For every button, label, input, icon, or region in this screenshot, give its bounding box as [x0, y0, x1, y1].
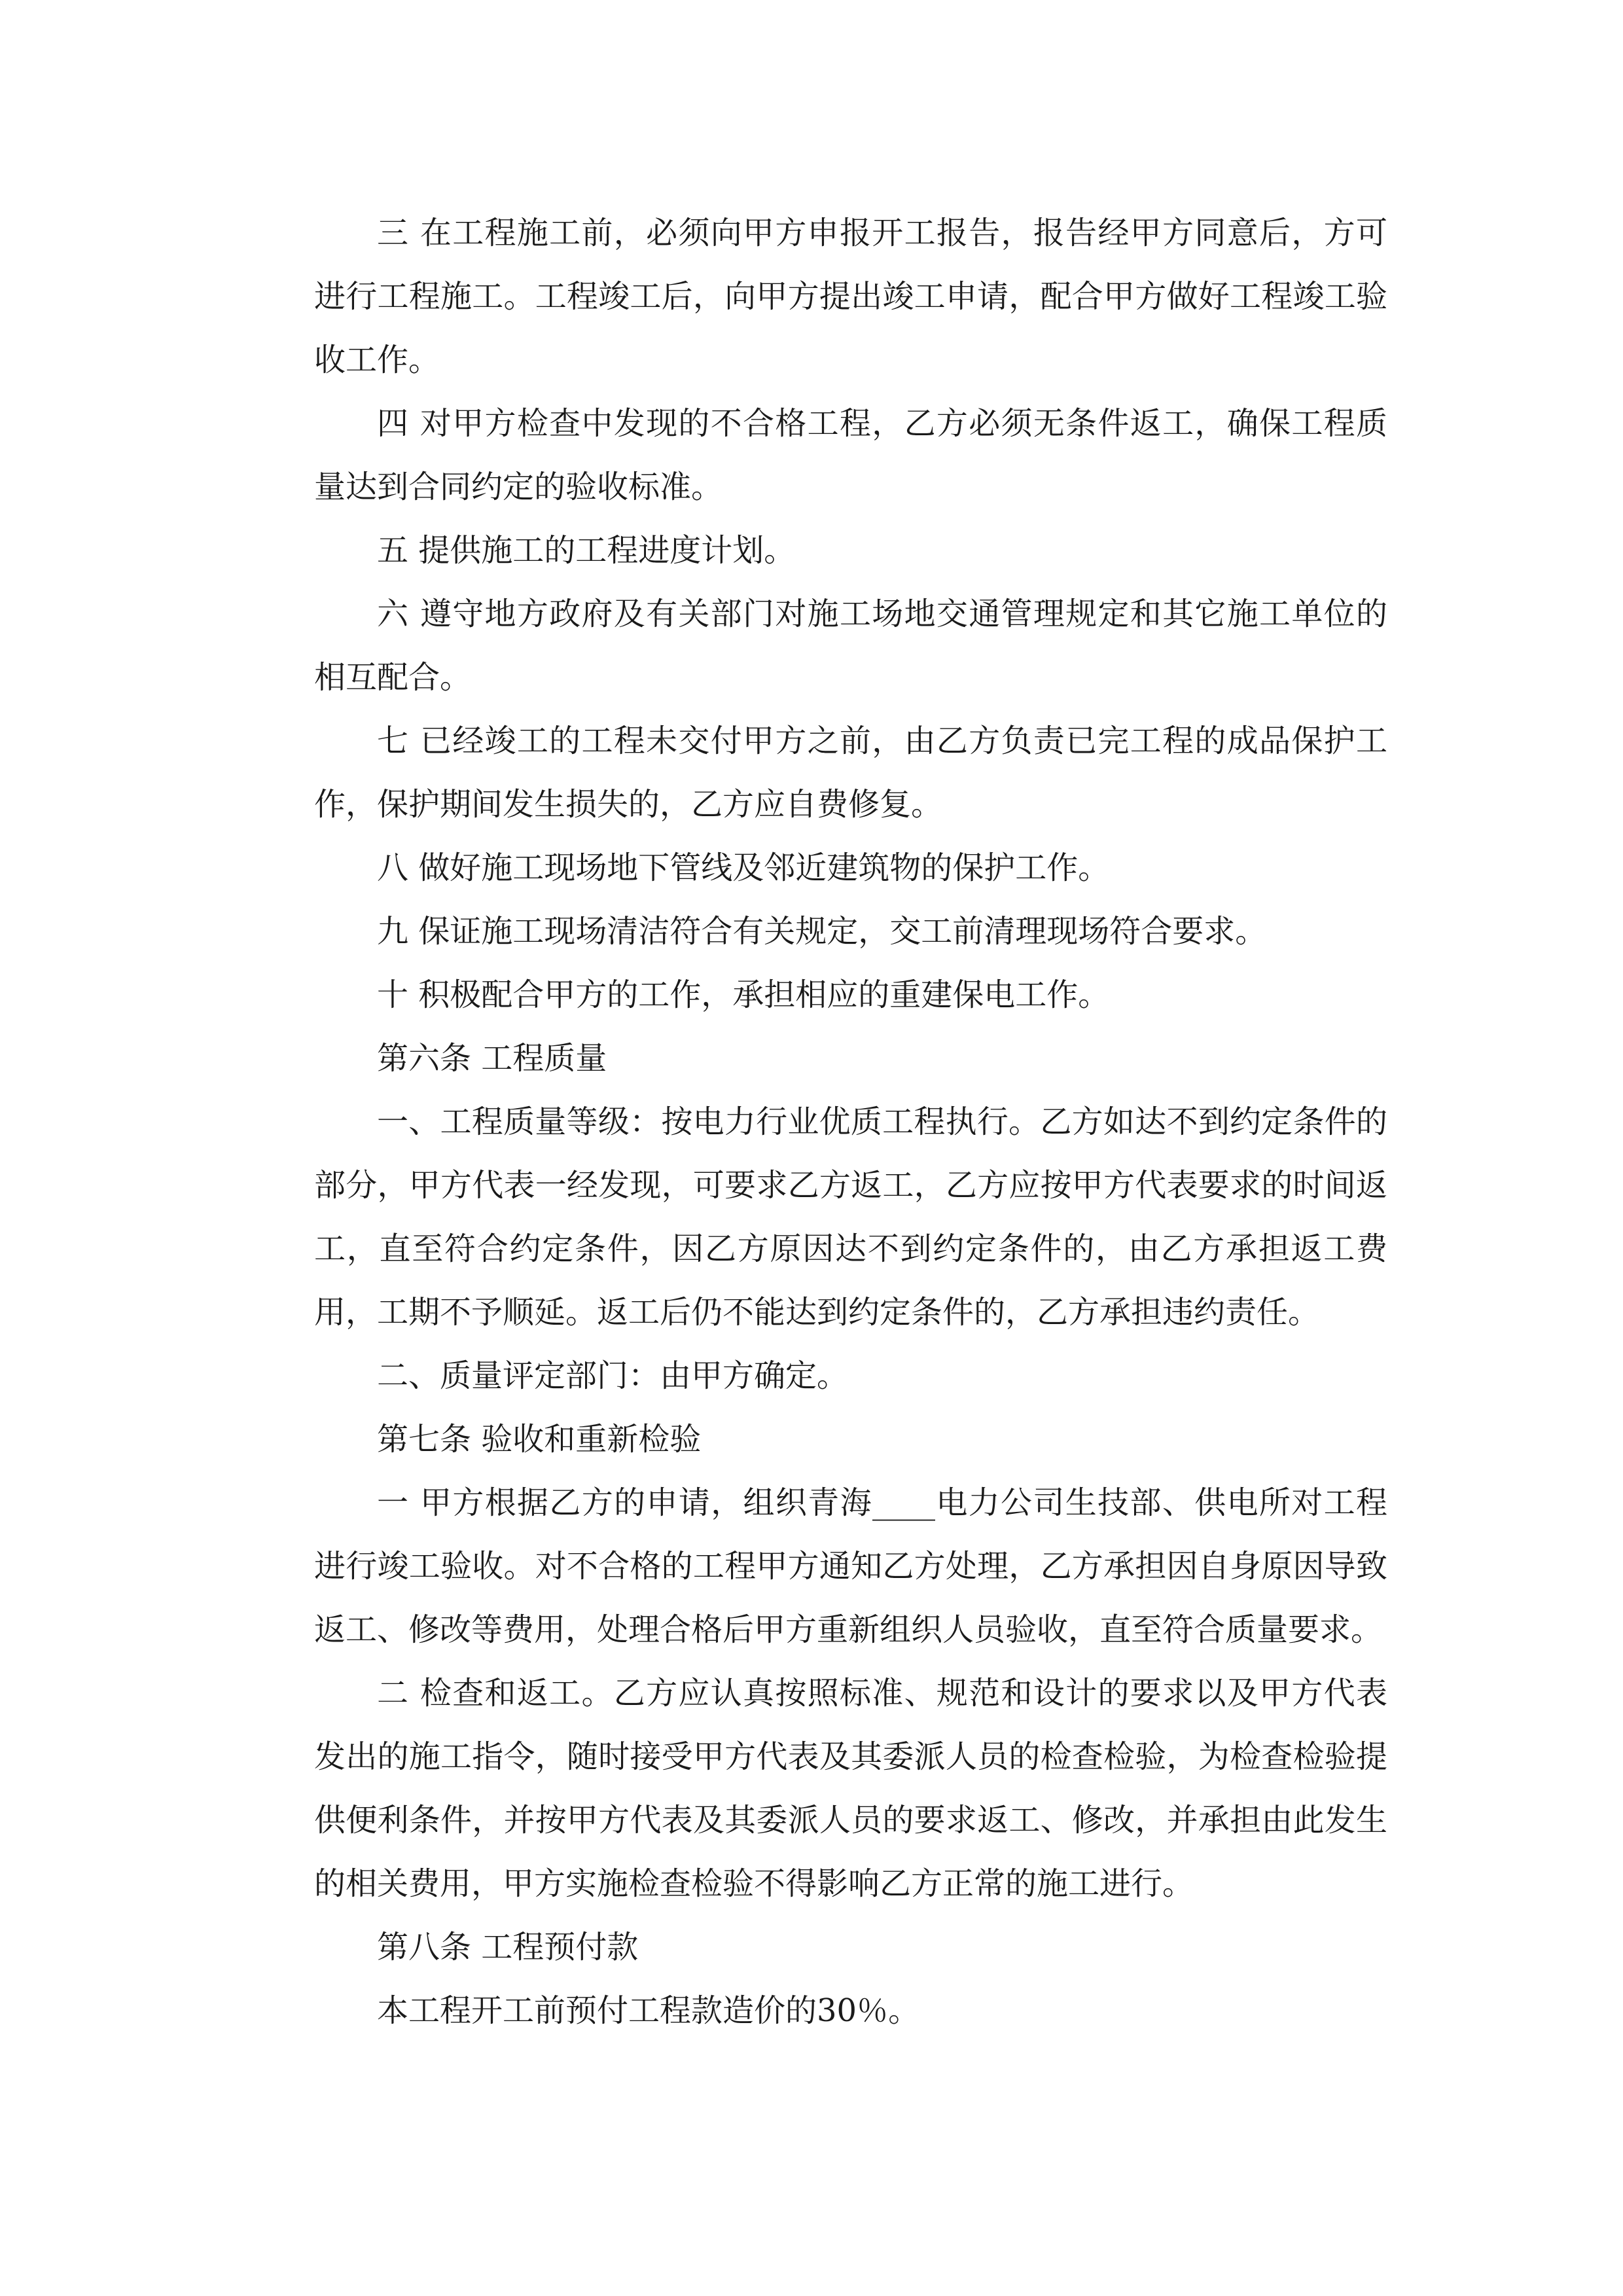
- article-7-heading: 第七条 验收和重新检验: [377, 1421, 702, 1458]
- paragraph-clause-7: 七 已经竣工的工程未交付甲方之前，由乙方负责已完工程的成品保护工作，保护期间发生损失的，乙方应自费修复。: [314, 723, 1387, 823]
- document-body: [314, 202, 1387, 2043]
- paragraph-prepayment: 本工程开工前预付工程款造价的30％。: [377, 1992, 920, 2029]
- paragraph-clause-5: 五 提供施工的工程进度计划。: [377, 532, 796, 569]
- paragraph-inspection-rework: 二 检查和返工。乙方应认真按照标准、规范和设计的要求以及甲方代表发出的施工指令，随时接受甲方代表及其委派人员的检查检验，为检查检验提供便利条件，并按甲方代表及其委派人员的要求返工、修改，并承担由此发生的相关费用，甲方实施检查检验不得影响乙方正常的施工进行。: [314, 1675, 1387, 1902]
- paragraph-clause-4: 四 对甲方检查中发现的不合格工程，乙方必须无条件返工，确保工程质量达到合同约定的验收标准。: [314, 405, 1387, 505]
- paragraph-quality-assessment: 二、质量评定部门：由甲方确定。: [377, 1357, 849, 1394]
- paragraph-clause-3: 三 在工程施工前，必须向甲方申报开工报告，报告经甲方同意后，方可进行工程施工。工程竣工后，向甲方提出竣工申请，配合甲方做好工程竣工验收工作。: [314, 215, 1387, 378]
- article-6-heading: 第六条 工程质量: [377, 1040, 607, 1077]
- paragraph-acceptance: 一 甲方根据乙方的申请，组织青海____电力公司生技部、供电所对工程进行竣工验收。对不合格的工程甲方通知乙方处理，乙方承担因自身原因导致返工、修改等费用，处理合格后甲方重新组织人员验收，直至符合质量要求。: [314, 1484, 1387, 1648]
- article-8-heading: 第八条 工程预付款: [377, 1929, 639, 1965]
- paragraph-clause-10: 十 积极配合甲方的工作，承担相应的重建保电工作。: [377, 977, 1110, 1013]
- paragraph-clause-6: 六 遵守地方政府及有关部门对施工场地交通管理规定和其它施工单位的相互配合。: [314, 596, 1387, 696]
- paragraph-quality-grade: 一、工程质量等级：按电力行业优质工程执行。乙方如达不到约定条件的部分，甲方代表一经发现，可要求乙方返工，乙方应按甲方代表要求的时间返工，直至符合约定条件，因乙方原因达不到约定条件的，由乙方承担返工费用，工期不予顺延。返工后仍不能达到约定条件的，乙方承担违约责任。: [314, 1103, 1387, 1331]
- paragraph-clause-9: 九 保证施工现场清洁符合有关规定，交工前清理现场符合要求。: [377, 913, 1267, 950]
- paragraph-clause-8: 八 做好施工现场地下管线及邻近建筑物的保护工作。: [377, 850, 1110, 886]
